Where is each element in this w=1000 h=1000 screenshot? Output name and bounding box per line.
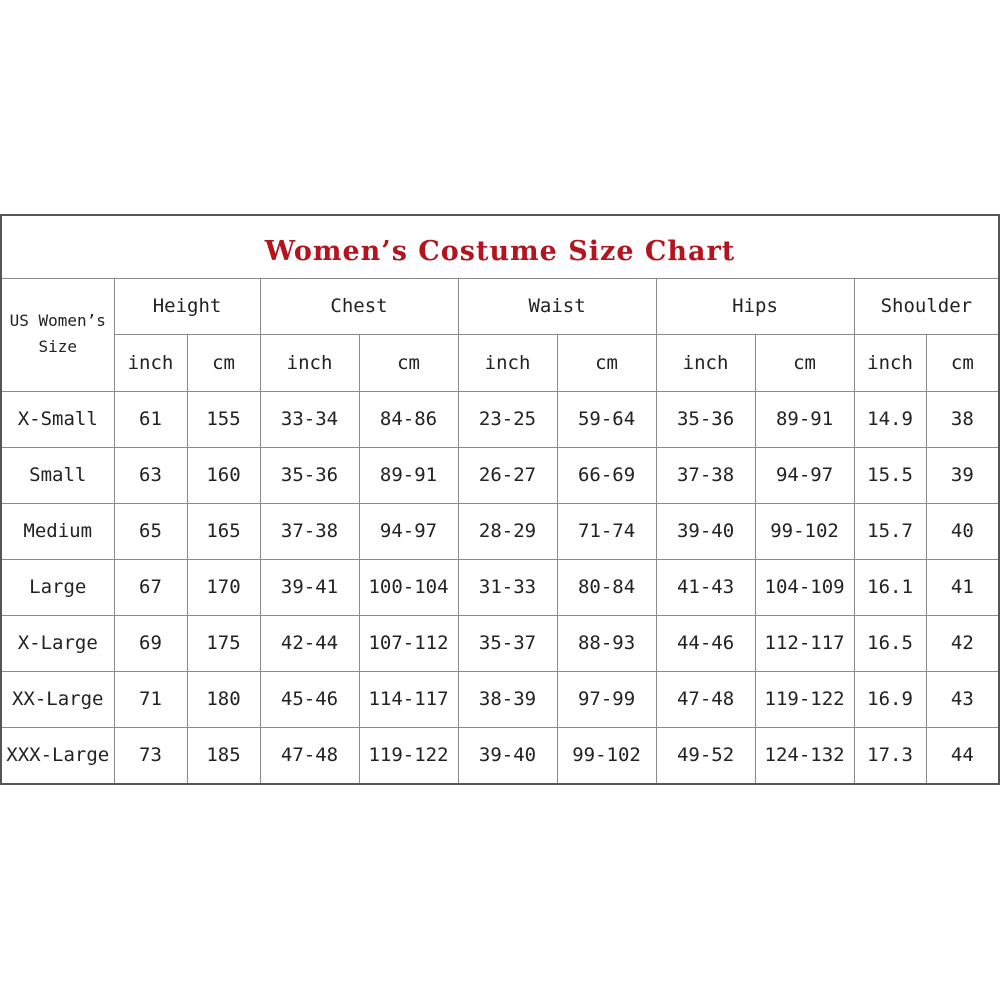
unit-header: cm (926, 334, 998, 391)
table-cell: 66-69 (557, 447, 656, 503)
size-label: XXX-Large (2, 727, 114, 783)
table-cell: 124-132 (755, 727, 854, 783)
table-row (2, 447, 998, 503)
unit-header: inch (458, 334, 557, 391)
table-cell: 39 (926, 447, 998, 503)
table-cell: 160 (187, 447, 260, 503)
table-cell: 16.5 (854, 615, 926, 671)
table-cell: 175 (187, 615, 260, 671)
table-cell: 44 (926, 727, 998, 783)
table-cell: 170 (187, 559, 260, 615)
table-cell: 37-38 (656, 447, 755, 503)
table-cell: 49-52 (656, 727, 755, 783)
size-label: Medium (2, 503, 114, 559)
table-cell: 67 (114, 559, 187, 615)
table-cell: 47-48 (260, 727, 359, 783)
size-label: X-Small (2, 391, 114, 447)
title-row (2, 216, 998, 279)
table-cell: 185 (187, 727, 260, 783)
table-cell: 28-29 (458, 503, 557, 559)
table-cell: 47-48 (656, 671, 755, 727)
unit-header-row (2, 334, 998, 391)
table-cell: 42-44 (260, 615, 359, 671)
unit-header: cm (755, 334, 854, 391)
table-cell: 119-122 (359, 727, 458, 783)
table-cell: 155 (187, 391, 260, 447)
group-header-chest: Chest (260, 278, 458, 334)
table-row (2, 391, 998, 447)
table-cell: 94-97 (755, 447, 854, 503)
table-cell: 45-46 (260, 671, 359, 727)
table-row (2, 671, 998, 727)
size-column-header-line1: US Women’s (9, 311, 106, 331)
table-cell: 16.9 (854, 671, 926, 727)
group-header-waist: Waist (458, 278, 656, 334)
table-cell: 16.1 (854, 559, 926, 615)
table-cell: 38-39 (458, 671, 557, 727)
table-cell: 69 (114, 615, 187, 671)
table-cell: 84-86 (359, 391, 458, 447)
size-label: X-Large (2, 615, 114, 671)
table-cell: 71 (114, 671, 187, 727)
unit-header: inch (260, 334, 359, 391)
size-label: Large (2, 559, 114, 615)
group-header-row (2, 278, 998, 334)
table-row (2, 727, 998, 783)
chart-title: Women’s Costume Size Chart (264, 235, 736, 267)
table-cell: 41 (926, 559, 998, 615)
size-column-header (2, 278, 114, 391)
table-cell: 38 (926, 391, 998, 447)
table-cell: 114-117 (359, 671, 458, 727)
table-cell: 33-34 (260, 391, 359, 447)
table-cell: 80-84 (557, 559, 656, 615)
table-row (2, 615, 998, 671)
table-cell: 104-109 (755, 559, 854, 615)
size-label: XX-Large (2, 671, 114, 727)
table-cell: 73 (114, 727, 187, 783)
table-cell: 39-40 (458, 727, 557, 783)
table-cell: 41-43 (656, 559, 755, 615)
table-cell: 107-112 (359, 615, 458, 671)
size-column-header-line2: Size (38, 337, 78, 357)
size-chart (0, 214, 1000, 785)
table-cell: 89-91 (359, 447, 458, 503)
size-table (2, 278, 998, 783)
table-cell: 89-91 (755, 391, 854, 447)
table-cell: 44-46 (656, 615, 755, 671)
table-cell: 99-102 (557, 727, 656, 783)
group-header-shoulder: Shoulder (854, 278, 998, 334)
table-cell: 180 (187, 671, 260, 727)
table-cell: 39-40 (656, 503, 755, 559)
table-cell: 42 (926, 615, 998, 671)
table-cell: 26-27 (458, 447, 557, 503)
table-cell: 97-99 (557, 671, 656, 727)
table-cell: 35-36 (260, 447, 359, 503)
table-cell: 99-102 (755, 503, 854, 559)
table-cell: 15.5 (854, 447, 926, 503)
table-cell: 31-33 (458, 559, 557, 615)
table-cell: 61 (114, 391, 187, 447)
unit-header: inch (656, 334, 755, 391)
table-cell: 71-74 (557, 503, 656, 559)
unit-header: cm (187, 334, 260, 391)
table-cell: 17.3 (854, 727, 926, 783)
table-cell: 59-64 (557, 391, 656, 447)
table-cell: 100-104 (359, 559, 458, 615)
table-cell: 88-93 (557, 615, 656, 671)
unit-header: inch (114, 334, 187, 391)
table-cell: 94-97 (359, 503, 458, 559)
table-row (2, 503, 998, 559)
size-label: Small (2, 447, 114, 503)
table-cell: 43 (926, 671, 998, 727)
table-cell: 40 (926, 503, 998, 559)
table-cell: 119-122 (755, 671, 854, 727)
table-cell: 14.9 (854, 391, 926, 447)
table-cell: 39-41 (260, 559, 359, 615)
table-cell: 23-25 (458, 391, 557, 447)
table-cell: 63 (114, 447, 187, 503)
table-cell: 65 (114, 503, 187, 559)
table-cell: 165 (187, 503, 260, 559)
unit-header: cm (557, 334, 656, 391)
group-header-hips: Hips (656, 278, 854, 334)
table-cell: 37-38 (260, 503, 359, 559)
unit-header: inch (854, 334, 926, 391)
group-header-height: Height (114, 278, 260, 334)
table-cell: 35-37 (458, 615, 557, 671)
table-row (2, 559, 998, 615)
table-cell: 112-117 (755, 615, 854, 671)
table-cell: 15.7 (854, 503, 926, 559)
unit-header: cm (359, 334, 458, 391)
table-cell: 35-36 (656, 391, 755, 447)
